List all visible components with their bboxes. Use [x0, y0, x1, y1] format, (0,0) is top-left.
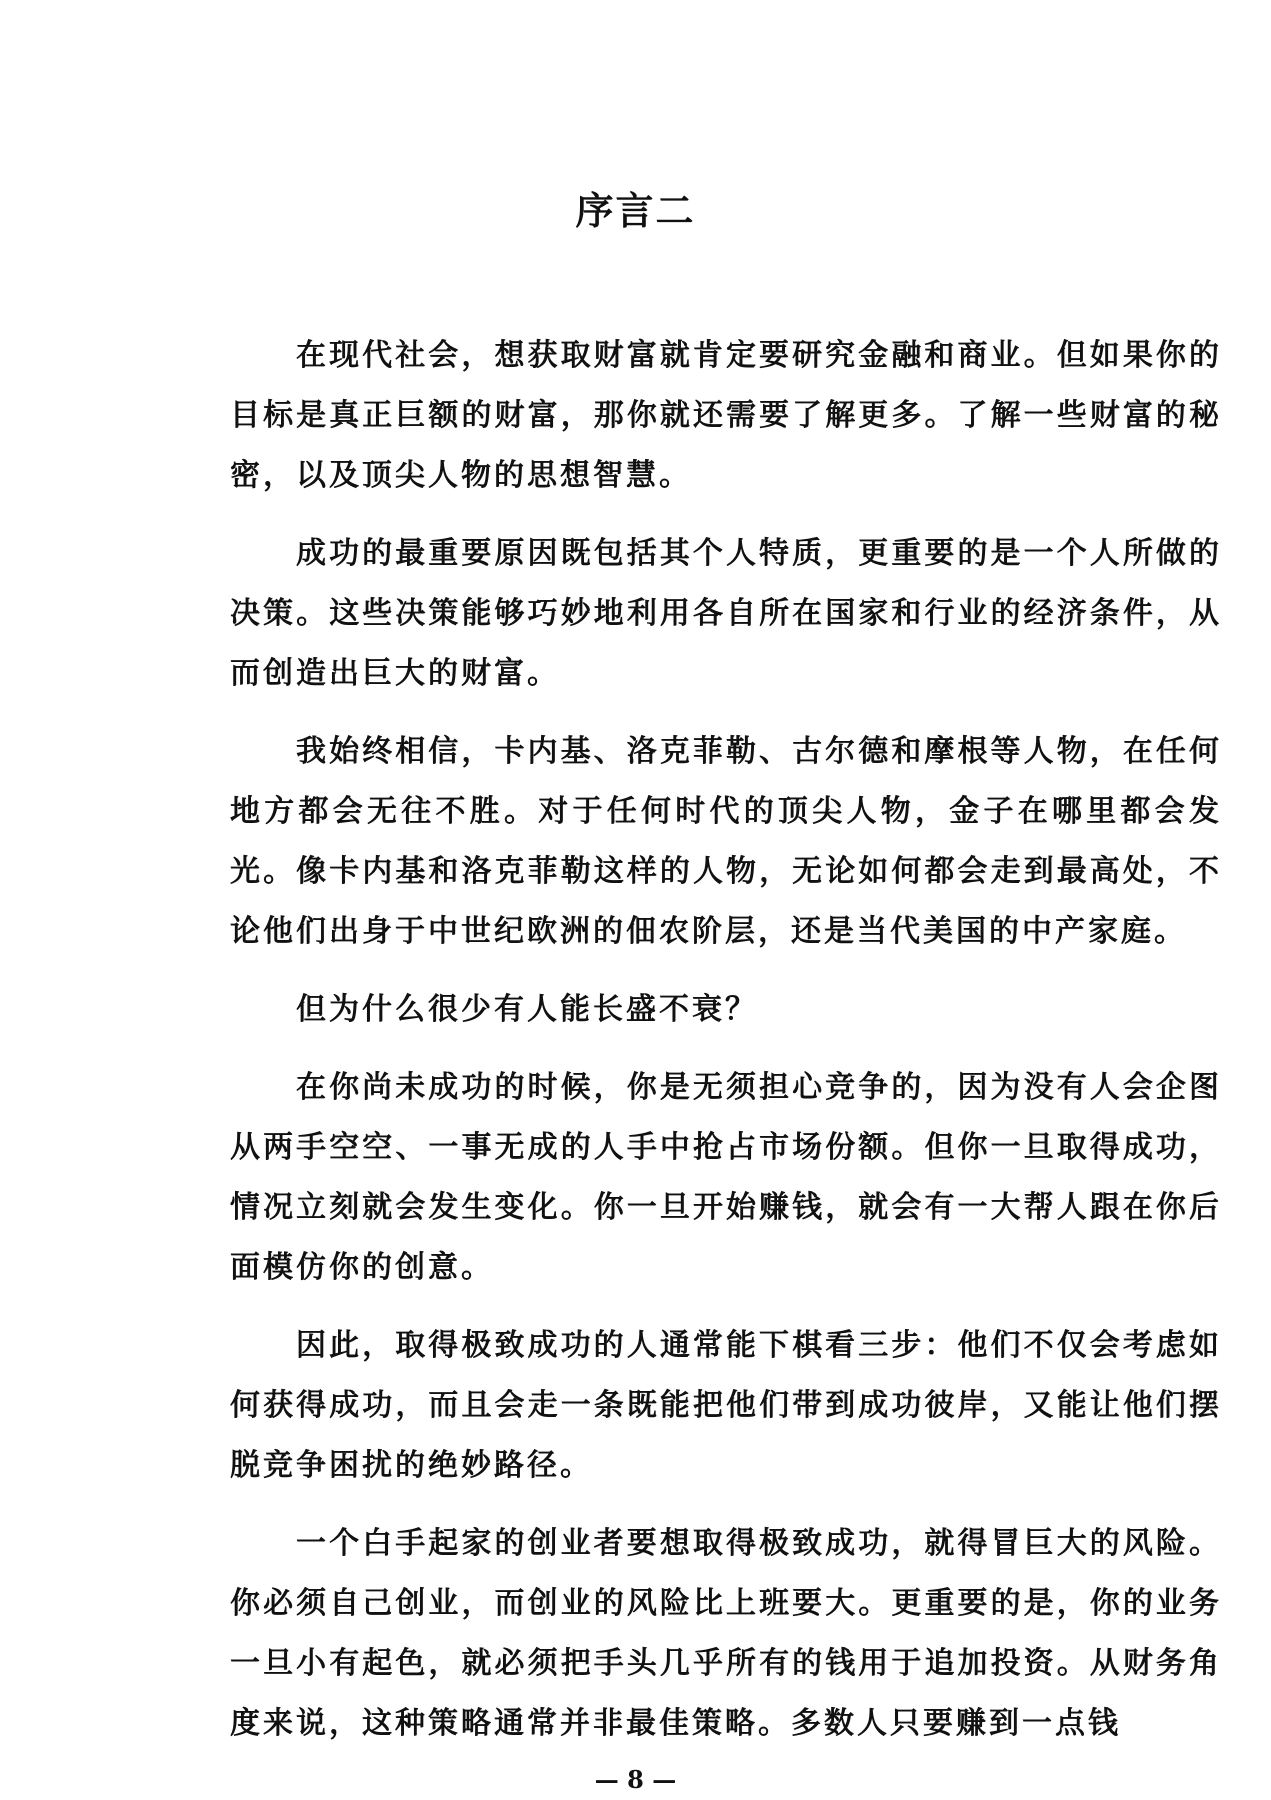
- page-number: — 8 —: [594, 1765, 677, 1794]
- section-title: 序言二: [575, 188, 696, 233]
- paragraph: 成功的最重要原因既包括其个人特质，更重要的是一个人所做的决策。这些决策能够巧妙地利用各自所在国家和行业的经济条件，从而创造出巨大的财富。: [230, 536, 1222, 691]
- paragraph: 我始终相信，卡内基、洛克菲勒、古尔德和摩根等人物，在任何地方都会无往不胜。对于任何时代的顶尖人物，金子在哪里都会发光。像卡内基和洛克菲勒这样的人物，无论如何都会走到最高处，不论他们出身于中世纪欧洲的佃农阶层，还是当代美国的中产家庭。: [230, 734, 1222, 949]
- paragraph: 在现代社会，想获取财富就肯定要研究金融和商业。但如果你的目标是真正巨额的财富，那你就还需要了解更多。了解一些财富的秘密，以及顶尖人物的思想智慧。: [230, 338, 1222, 493]
- paragraph: 一个白手起家的创业者要想取得极致成功，就得冒巨大的风险。你必须自己创业，而创业的风险比上班要大。更重要的是，你的业务一旦小有起色，就必须把手头几乎所有的钱用于追加投资。从财务角度来说，这种策略通常并非最佳策略。多数人只要赚到一点钱: [230, 1526, 1222, 1741]
- paragraph: 在你尚未成功的时候，你是无须担心竞争的，因为没有人会企图从两手空空、一事无成的人手中抢占市场份额。但你一旦取得成功，情况立刻就会发生变化。你一旦开始赚钱，就会有一大帮人跟在你后面模仿你的创意。: [230, 1070, 1222, 1285]
- body-text: [230, 326, 1222, 1772]
- paragraph: 因此，取得极致成功的人通常能下棋看三步：他们不仅会考虑如何获得成功，而且会走一条既能把他们带到成功彼岸，又能让他们摆脱竞争困扰的绝妙路径。: [230, 1328, 1222, 1483]
- paragraph: 但为什么很少有人能长盛不衰？: [296, 992, 758, 1027]
